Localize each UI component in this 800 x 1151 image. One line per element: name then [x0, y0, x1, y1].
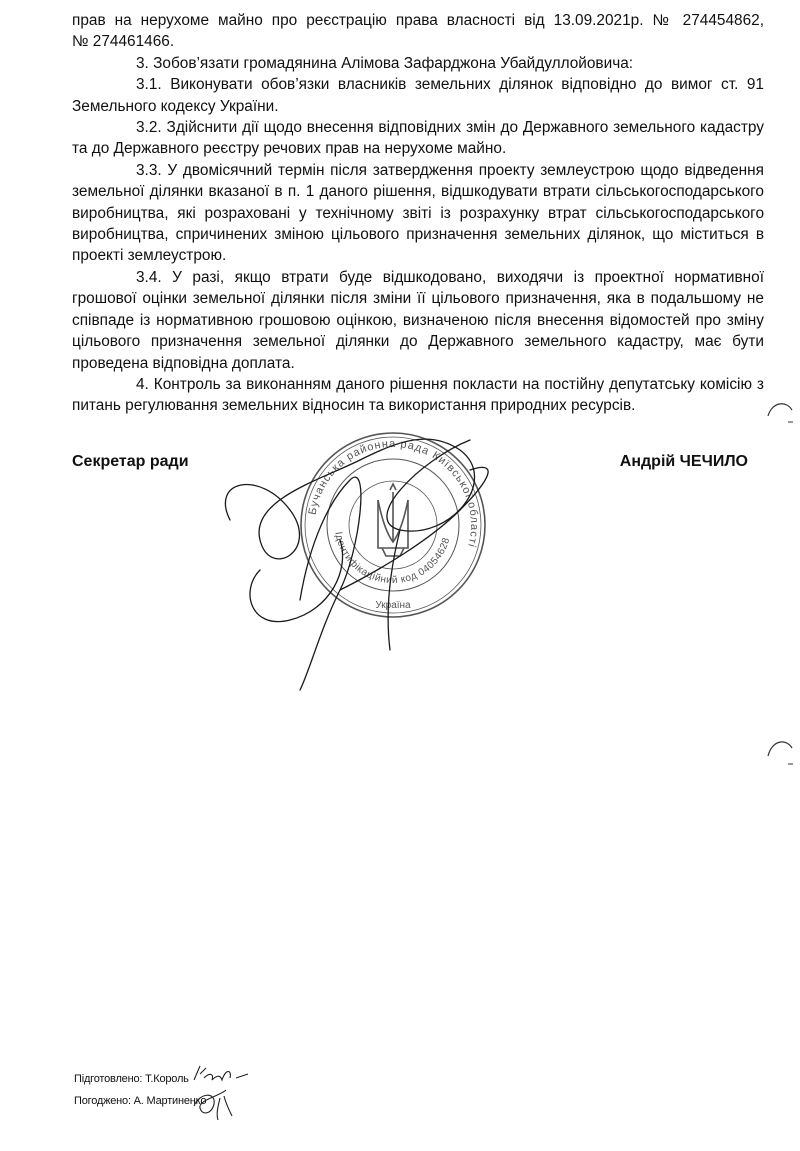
secretary-title: Секретар ради: [72, 453, 189, 470]
prepared-label: Підготовлено: Т.Король: [74, 1073, 189, 1085]
prepared-by: [74, 1073, 189, 1085]
item-3-3: 3.3. У двомісячний термін після затвердження проекту землеустрою щодо відведення земельної ділянки вказаної в п. 1 даного рішення, відшкодувати втрати сільськогосподарського виробництва, які розраховані у технічному звіті із розрахунку втрат сільськогосподарського виробництва, спричинених зміною цільового призначення земельних ділянок, що міститься в проекті землеустрою.: [72, 161, 764, 265]
handwritten-signature: [200, 420, 540, 700]
agreed-initials-signature: [190, 1086, 236, 1122]
binding-mark-icon: [766, 396, 796, 426]
item-3-1: 3.1. Виконувати обов’язки власників земельних ділянок відповідно до вимог ст. 91 Земельного кодексу України.: [72, 76, 764, 115]
item-3-4: 3.4. У разі, якщо втрати буде відшкодовано, виходячи із проектної нормативної грошової оцінки земельної ділянки після зміни її цільового призначення, яка в подальшому не співпаде із нормативною грошовою оцінкою, визначеною після внесення відомостей про зміну цільового призначення земельної ділянки до Державного земельного кадастру, має бути проведена відповідна доплата.: [72, 268, 764, 372]
document-body: [72, 10, 764, 417]
text-line: прав на нерухоме майно про реєстрацію права власності від 13.09.2021р. № 274454862,: [72, 12, 764, 29]
item-3-heading: 3. Зобов’язати громадянина Алімова Зафарджона Убайдуллойовича:: [136, 54, 634, 72]
prepared-initials-signature: [192, 1062, 252, 1088]
binding-mark-icon: [766, 732, 796, 772]
stamp-bottom-text: Україна: [375, 600, 411, 611]
item-4: 4. Контроль за виконанням даного рішення покласти на постійну депутатську комісію з питань регулювання земельних відносин та використання природних ресурсів.: [72, 375, 764, 415]
stamp-inner-text: Ідентифікаційний код 04054628: [332, 531, 453, 587]
secretary-name: Андрій ЧЕЧИЛО: [619, 453, 748, 470]
agreed-by: [74, 1095, 206, 1107]
text-line: № 274461466.: [72, 33, 175, 51]
agreed-label: Погоджено: А. Мартиненко: [74, 1095, 207, 1107]
item-3-2: 3.2. Здійснити дії щодо внесення відповідних змін до Державного земельного кадастру та до Державного реєстру речових прав на нерухоме майно.: [72, 119, 764, 158]
stamp-outer-text: Бучанська районна рада Київської області: [306, 437, 481, 550]
